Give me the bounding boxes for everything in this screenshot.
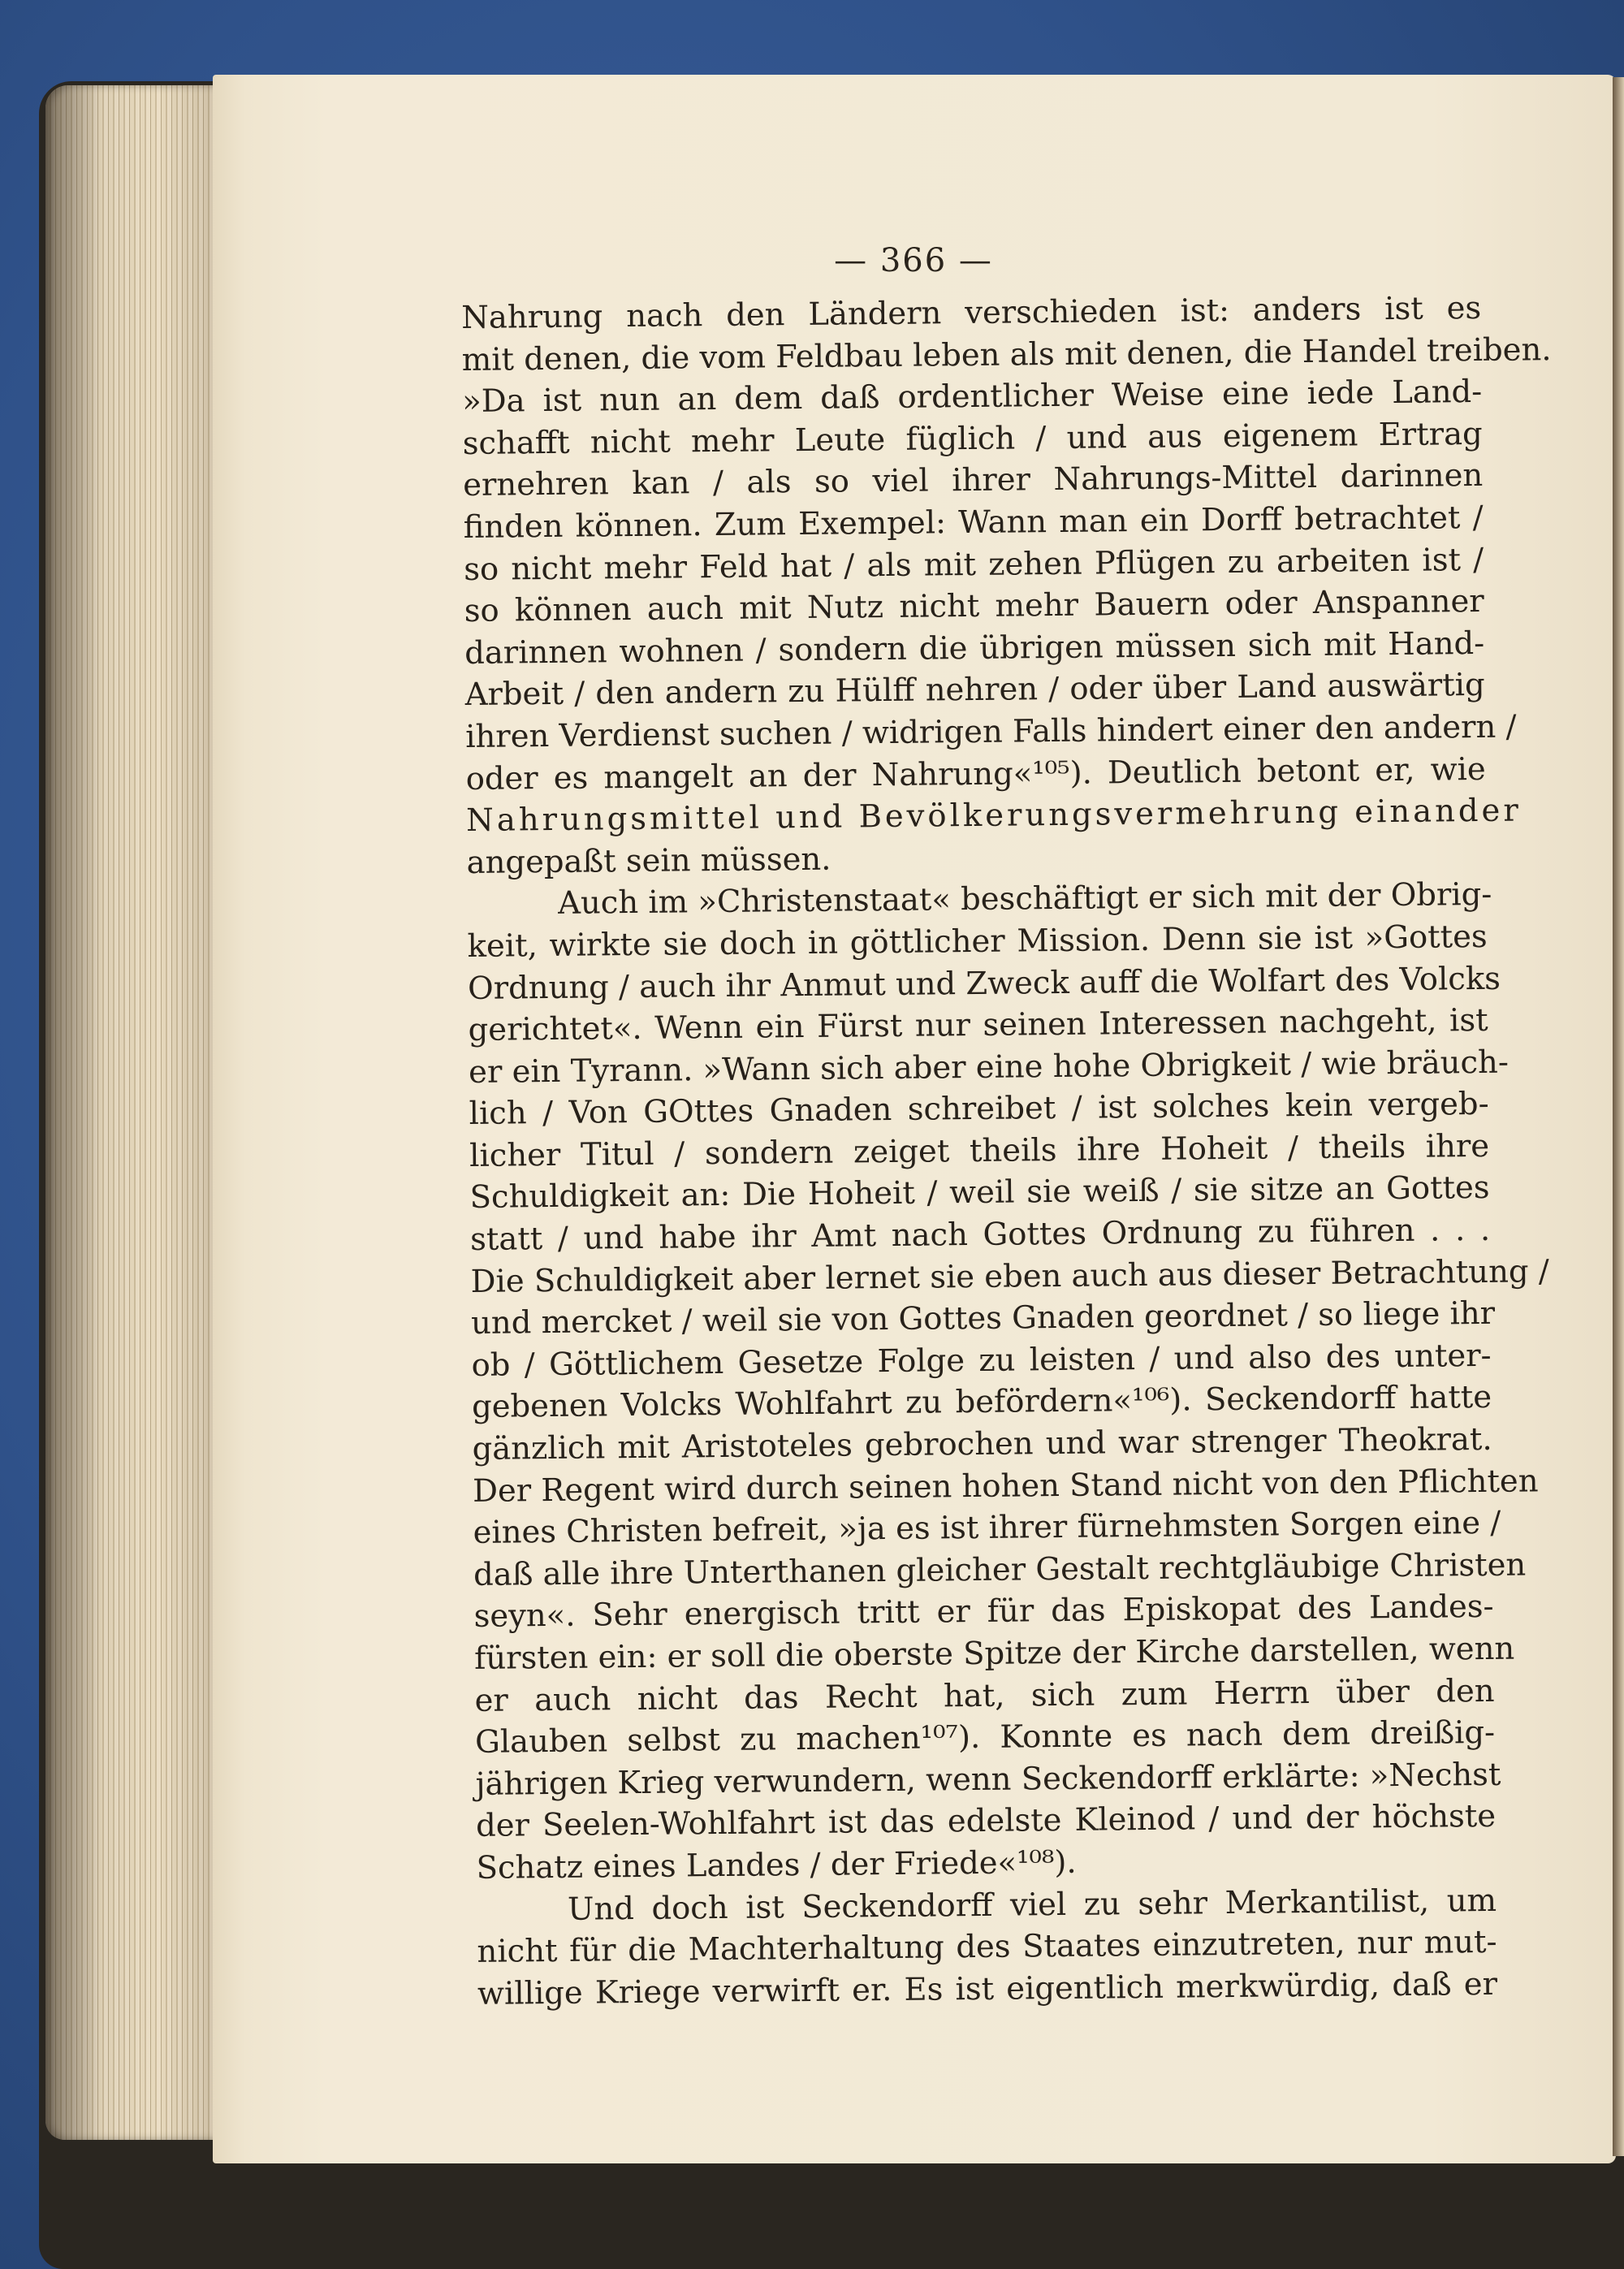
text-line: lich / Von GOttes Gnaden schreibet / ist solches kein vergeb- [469,1086,1489,1133]
text-line: Nahrung nach den Ländern verschieden ist: anders ist es [461,289,1482,336]
text-line: statt / und habe ihr Amt nach Gottes Ordnung zu führen . . . [469,1211,1491,1259]
text-line: daß alle ihre Unterthanen gleicher Gestalt rechtgläubige Christen [473,1546,1527,1593]
text-line: Die Schuldigkeit aber lernet sie eben auch aus dieser Betrachtung / [470,1252,1549,1300]
text-line: seyn«. Sehr energisch tritt er für das Episkopat des Landes- [473,1588,1494,1636]
page-number: — 366 — [834,242,993,279]
body-text [461,287,1552,2015]
text-line: finden können. Zum Exempel: Wann man ein Dorff betrachtet / [463,499,1484,546]
text-line: Schatz eines Landes / der Friede«¹⁰⁸). [476,1843,1077,1887]
text-line: gänzlich mit Aristoteles gebrochen und war strenger Theokrat. [472,1420,1492,1467]
text-line: oder es mangelt an der Nahrung«¹⁰⁵). Deutlich betont er, wie [465,750,1486,797]
text-line: Arbeit / den andern zu Hülff nehren / oder über Land auswärtig [464,667,1485,714]
text-line: Nahrungsmittel und Bevölkerungsvermehrung einander [465,792,1522,840]
text-line: ernehren kan / als so viel ihrer Nahrungs-Mittel darinnen [463,457,1484,504]
text-line: er ein Tyrann. »Wann sich aber eine hohe Obrigkeit / wie bräuch- [468,1044,1510,1091]
facing-page-edge [1613,77,1624,2156]
text-line: er auch nicht das Recht hat, sich zum Herrn über den [474,1672,1495,1719]
text-line: schafft nicht mehr Leute füglich / und aus eigenem Ertrag [462,415,1483,462]
text-line: so nicht mehr Feld hat / als mit zehen Pflügen zu arbeiten ist / [464,541,1484,588]
text-line: willige Kriege verwirft er. Es ist eigentlich merkwürdig, daß er [477,1965,1498,2012]
text-line: Und doch ist Seckendorff viel zu sehr Merkantilist, um [567,1882,1497,1928]
text-line: gerichtet«. Wenn ein Fürst nur seinen Interessen nachgeht, ist [468,1001,1488,1049]
text-line: eines Christen befreit, »ja es ist ihrer fürnehmsten Sorgen eine / [473,1505,1501,1552]
text-line: Schuldigkeit an: Die Hoheit / weil sie weiß / sie sitze an Gottes [469,1169,1490,1217]
text-line: »Da ist nun an dem daß ordentlicher Weise eine iede Land- [462,374,1483,421]
text-line: darinnen wohnen / sondern die übrigen müssen sich mit Hand- [464,625,1485,672]
page-edges-shadow [45,85,232,2140]
text-line: mit denen, die vom Feldbau leben als mit denen, die Handel treiben. [461,331,1552,378]
text-line: fürsten ein: er soll die oberste Spitze der Kirche darstellen, wenn [473,1630,1515,1677]
text-line: Auch im »Christenstaat« beschäftigt er sich mit der Obrig- [557,876,1492,923]
text-line: keit, wirkte sie doch in göttlicher Mission. Denn sie ist »Gottes [467,918,1488,965]
text-line: ihren Verdienst suchen / widrigen Falls hindert einer den andern / [464,708,1517,755]
text-line: angepaßt sein müssen. [466,841,831,881]
text-line: und mercket / weil sie von Gottes Gnaden geordnet / so liege ihr [470,1295,1496,1342]
text-line: so können auch mit Nutz nicht mehr Bauern oder Anspanner [464,583,1484,630]
text-line: Glauben selbst zu machen¹⁰⁷). Konnte es nach dem dreißig- [474,1714,1496,1761]
text-line: licher Titul / sondern zeiget theils ihre Hoheit / theils ihre [469,1127,1490,1174]
text-line: Ordnung / auch ihr Anmut und Zweck auff die Wolfart des Volcks [467,960,1501,1007]
text-line: gebenen Volcks Wohlfahrt zu befördern«¹⁰⁶). Seckendorff hatte [471,1379,1492,1426]
text-line: ob / Göttlichem Gesetze Folge zu leisten / und also des unter- [471,1337,1492,1384]
text-line: nicht für die Machterhaltung des Staates einzutreten, nur mut- [477,1924,1497,1971]
text-line: jährigen Krieg verwundern, wenn Seckendorff erklärte: »Nechst [475,1756,1501,1803]
text-line: der Seelen-Wohlfahrt ist das edelste Kleinod / und der höchste [475,1798,1497,1845]
text-line: Der Regent wird durch seinen hohen Stand nicht von den Pflichten [472,1462,1539,1510]
